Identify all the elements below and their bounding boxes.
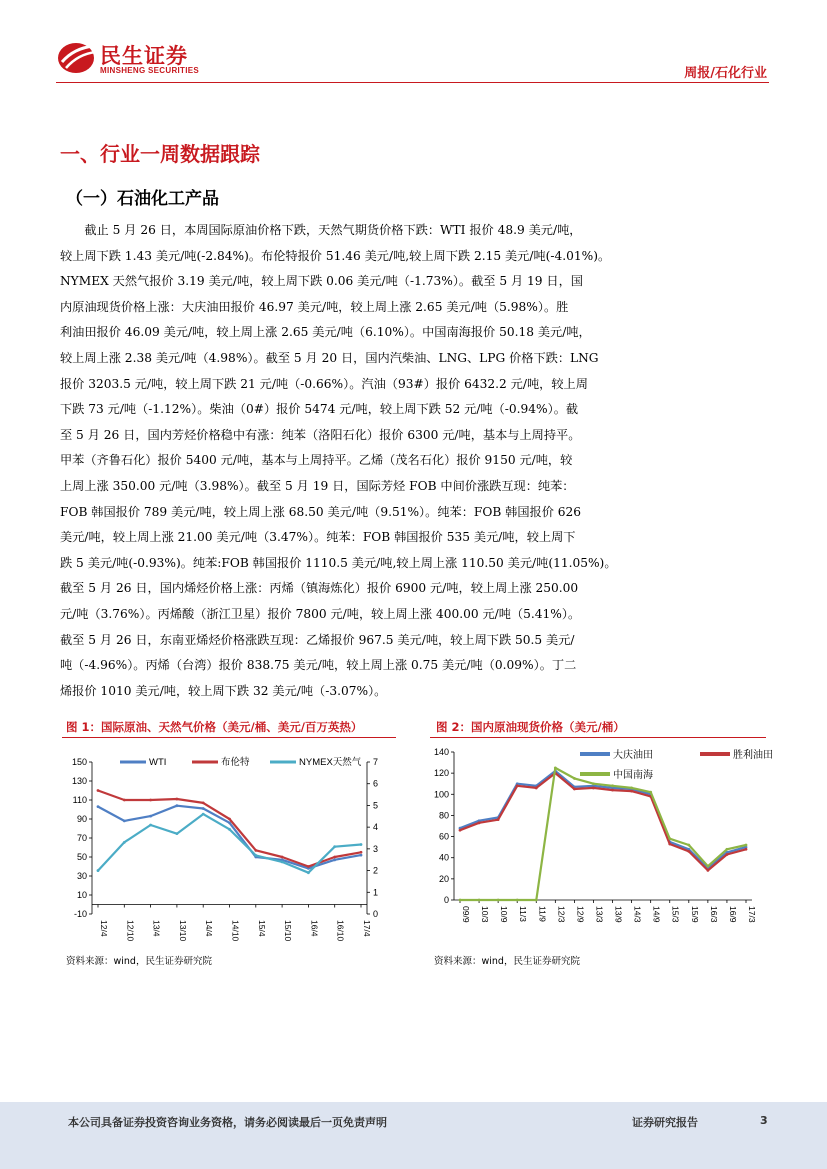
- paragraph-line: 下跌 73 元/吨（-1.12%）。柴油（0#）报价 5474 元/吨，较上周下跌 52 元/吨（-0.94%）。截: [60, 402, 579, 417]
- report-type: 周报/石化行业: [684, 66, 767, 81]
- y-tick-label: 110: [72, 795, 87, 805]
- x-tick-label: 15/10: [283, 920, 294, 942]
- logo-cn-text: 民生证券: [100, 44, 188, 68]
- x-tick-label: 17/4: [362, 920, 372, 937]
- page-footer: [0, 1102, 827, 1169]
- page-number: 3: [760, 1114, 768, 1127]
- y2-tick-label: 2: [373, 865, 379, 876]
- paragraph-line: 利油田报价 46.09 美元/吨，较上周上涨 2.65 美元/吨（6.10%）。中国南海报价 50.18 美元/吨，: [60, 325, 591, 340]
- data-point: [97, 789, 100, 792]
- x-tick-label: 16/4: [309, 920, 320, 937]
- figure2-chart: [430, 742, 773, 942]
- data-point: [687, 844, 690, 847]
- paragraph-line: 烯报价 1010 美元/吨，较上周下跌 32 美元/吨（-3.07%）。: [60, 683, 387, 698]
- y2-tick-label: 5: [373, 800, 379, 811]
- paragraph-line: 截止 5 月 26 日，本周国际原油价格下跌，天然气期货价格下跌：WTI 报价 48.9 美元/吨，: [60, 223, 582, 237]
- data-point: [307, 871, 310, 874]
- data-point: [554, 766, 557, 769]
- data-point: [202, 801, 205, 804]
- y2-tick-label: 0: [373, 909, 379, 919]
- y-tick-label: 0: [443, 895, 449, 905]
- x-tick-label: 09/9: [461, 906, 471, 923]
- legend-label: WTI: [149, 757, 167, 768]
- y-tick-label: 140: [433, 747, 449, 757]
- data-point: [630, 790, 633, 793]
- data-point: [97, 805, 100, 808]
- data-point: [459, 829, 462, 832]
- x-tick-label: 17/3: [747, 906, 757, 923]
- figure1-rule: [62, 737, 396, 738]
- paragraph-line: 截至 5 月 26 日，国内烯烃价格上涨：丙烯（镇海炼化）报价 6900 元/吨，较上周上涨 250.00: [60, 581, 579, 596]
- data-point: [333, 856, 336, 859]
- data-point: [149, 799, 152, 802]
- data-point: [123, 799, 126, 802]
- figure2-rule: [430, 737, 766, 738]
- x-tick-label: 16/9: [727, 906, 738, 923]
- data-point: [649, 791, 652, 794]
- y-tick-label: 90: [76, 814, 87, 824]
- y-tick-label: 60: [438, 831, 449, 842]
- data-point: [573, 777, 576, 780]
- figure2-title: 图 2：国内原油现货价格（美元/桶）: [436, 720, 625, 734]
- header-divider: [56, 82, 769, 83]
- data-point: [176, 798, 179, 801]
- y-tick-label: 120: [433, 768, 449, 779]
- x-tick-label: 12/9: [575, 906, 586, 923]
- y-tick-label: 100: [433, 789, 449, 800]
- legend-label: NYMEX天然气: [299, 757, 362, 768]
- data-point: [281, 860, 284, 863]
- data-point: [459, 899, 462, 902]
- data-point: [592, 787, 595, 790]
- data-point: [176, 832, 179, 835]
- paragraph-line: NYMEX 天然气报价 3.19 美元/吨，较上周下跌 0.06 美元/吨（-1.73%）。截至 5 月 19 日，国: [60, 274, 583, 289]
- minsheng-logo-icon: [56, 40, 98, 74]
- data-point: [176, 804, 179, 807]
- legend-label: 中国南海: [613, 770, 653, 781]
- x-tick-label: 12/10: [125, 920, 136, 942]
- data-point: [123, 841, 126, 844]
- data-point: [516, 899, 519, 902]
- paragraph-line: 甲苯（齐鲁石化）报价 5400 元/吨，基本与上周持平。乙烯（茂名石化）报价 9150 元/吨，较: [60, 453, 573, 468]
- y-tick-label: -10: [73, 909, 87, 919]
- data-point: [228, 818, 231, 821]
- x-tick-label: 16/10: [335, 920, 346, 942]
- data-point: [726, 853, 729, 856]
- figure2-source: 资料来源：wind，民生证券研究院: [434, 956, 580, 967]
- subsection-title: （一）石油化工产品: [66, 189, 219, 209]
- data-point: [668, 837, 671, 840]
- paragraph-line: 美元/吨，较上周上涨 21.00 美元/吨（3.47%）。纯苯：FOB 韩国报价 535 美元/吨，较上周下: [60, 530, 576, 545]
- data-point: [97, 869, 100, 872]
- y-tick-label: 80: [438, 810, 449, 821]
- y-tick-label: 20: [438, 873, 449, 884]
- y-tick-label: 10: [76, 890, 87, 900]
- y-tick-label: 150: [71, 757, 87, 767]
- figure1-title: 图 1：国际原油、天然气价格（美元/桶、美元/百万英热）: [66, 720, 363, 734]
- x-tick-label: 10/9: [499, 906, 510, 923]
- paragraph-line: 报价 3203.5 元/吨，较上周下跌 21 元/吨（-0.66%）。汽油（93#）报价 6432.2 元/吨，较上周: [60, 376, 588, 391]
- paragraph-line: FOB 韩国报价 789 美元/吨，较上周上涨 68.50 美元/吨（9.51%）。纯苯：FOB 韩国报价 626: [60, 504, 582, 519]
- data-point: [630, 787, 633, 790]
- section-title: 一、行业一周数据跟踪: [60, 142, 260, 166]
- data-point: [706, 865, 709, 868]
- x-tick-label: 13/9: [613, 906, 624, 923]
- x-tick-label: 15/9: [689, 906, 700, 923]
- y2-tick-label: 3: [373, 843, 379, 854]
- x-tick-label: 16/3: [708, 906, 719, 923]
- x-tick-label: 13/4: [151, 920, 162, 937]
- data-point: [745, 844, 748, 847]
- y-tick-label: 30: [76, 871, 87, 881]
- data-point: [592, 782, 595, 785]
- paragraph-line: 较上周下跌 1.43 美元/吨(-2.84%)。布伦特报价 51.46 美元/吨,较上周下跌 2.15 美元/吨(-4.01%)。: [60, 248, 611, 263]
- x-tick-label: 14/3: [632, 906, 643, 923]
- x-tick-label: 12/4: [99, 920, 109, 937]
- data-point: [333, 845, 336, 848]
- page-header: [0, 0, 827, 88]
- y2-tick-label: 1: [373, 887, 379, 898]
- legend-label: 布伦特: [221, 757, 250, 768]
- data-point: [228, 828, 231, 831]
- data-point: [149, 824, 152, 827]
- paragraph-line: 内原油现货价格上涨：大庆油田报价 46.97 美元/吨，较上周上涨 2.65 美元/吨（5.98%）。胜: [60, 299, 569, 314]
- data-point: [360, 843, 363, 846]
- x-tick-label: 15/3: [670, 906, 681, 923]
- body-paragraph: [60, 218, 773, 704]
- legend-label: 大庆油田: [613, 750, 653, 761]
- x-tick-label: 14/10: [230, 920, 241, 942]
- x-tick-label: 12/3: [556, 906, 567, 923]
- x-tick-label: 14/4: [204, 920, 215, 937]
- x-tick-label: 13/3: [594, 906, 605, 923]
- paragraph-line: 截至 5 月 26 日，东南亚烯烃价格涨跌互现：乙烯报价 967.5 美元/吨，较上周下跌 50.5 美元/: [60, 632, 575, 647]
- data-point: [497, 899, 500, 902]
- y2-tick-label: 4: [373, 822, 379, 833]
- data-point: [307, 865, 310, 868]
- paragraph-line: 元/吨（3.76%）。丙烯酸（浙江卫星）报价 7800 元/吨，较上周上涨 400.00 元/吨（5.41%）。: [60, 606, 581, 621]
- data-point: [611, 784, 614, 787]
- figure1-chart: [62, 742, 400, 942]
- y-tick-label: 70: [76, 833, 87, 843]
- y-tick-label: 50: [76, 852, 87, 862]
- figure1-source: 资料来源：wind，民生证券研究院: [66, 956, 212, 967]
- y-tick-label: 130: [71, 776, 87, 786]
- legend-label: 胜利油田: [733, 750, 773, 761]
- data-point: [281, 856, 284, 859]
- paragraph-line: 上周上涨 350.00 元/吨（3.98%）。截至 5 月 19 日，国际芳烃 FOB 中间价涨跌互现：纯苯：: [60, 478, 575, 493]
- x-tick-label: 13/10: [177, 920, 188, 942]
- data-point: [687, 850, 690, 853]
- data-point: [254, 849, 257, 852]
- footer-doc-type: 证券研究报告: [632, 1116, 698, 1129]
- data-point: [202, 813, 205, 816]
- data-point: [516, 784, 519, 787]
- x-tick-label: 15/4: [256, 920, 267, 937]
- data-point: [254, 854, 257, 857]
- data-point: [726, 848, 729, 851]
- data-point: [149, 815, 152, 818]
- data-point: [573, 788, 576, 791]
- x-tick-label: 14/9: [651, 906, 662, 923]
- data-point: [478, 821, 481, 824]
- paragraph-line: 至 5 月 26 日，国内芳烃价格稳中有涨：纯苯（洛阳石化）报价 6300 元/吨，基本与上周持平。: [60, 427, 581, 442]
- data-point: [333, 858, 336, 861]
- paragraph-line: 较上周上涨 2.38 美元/吨（4.98%）。截至 5 月 20 日，国内汽柴油、LNG、LPG 价格下跌：LNG: [60, 350, 599, 365]
- x-tick-label: 11/3: [518, 906, 529, 922]
- y2-tick-label: 7: [373, 757, 379, 767]
- x-tick-label: 10/3: [480, 906, 491, 923]
- data-point: [668, 843, 671, 846]
- data-point: [202, 807, 205, 810]
- data-point: [360, 854, 363, 857]
- data-point: [360, 851, 363, 854]
- x-tick-label: 11/9: [537, 906, 548, 922]
- logo-en-text: MINSHENG SECURITIES: [100, 66, 200, 75]
- paragraph-line: 吨（-4.96%）。丙烯（台湾）报价 838.75 美元/吨，较上周上涨 0.75 美元/吨（0.09%）。丁二: [60, 658, 577, 673]
- data-point: [611, 789, 614, 792]
- y2-tick-label: 6: [373, 778, 379, 789]
- data-point: [478, 899, 481, 902]
- y-tick-label: 40: [438, 852, 449, 863]
- data-point: [706, 869, 709, 872]
- paragraph-line: 跌 5 美元/吨(-0.93%)。纯苯:FOB 韩国报价 1110.5 美元/吨,较上周上涨 110.50 美元/吨(11.05%)。: [60, 555, 617, 570]
- data-point: [535, 787, 538, 790]
- data-point: [497, 818, 500, 821]
- footer-disclaimer: 本公司具备证券投资咨询业务资格，请务必阅读最后一页免责声明: [68, 1116, 387, 1129]
- data-point: [745, 848, 748, 851]
- data-point: [123, 820, 126, 823]
- data-point: [535, 899, 538, 902]
